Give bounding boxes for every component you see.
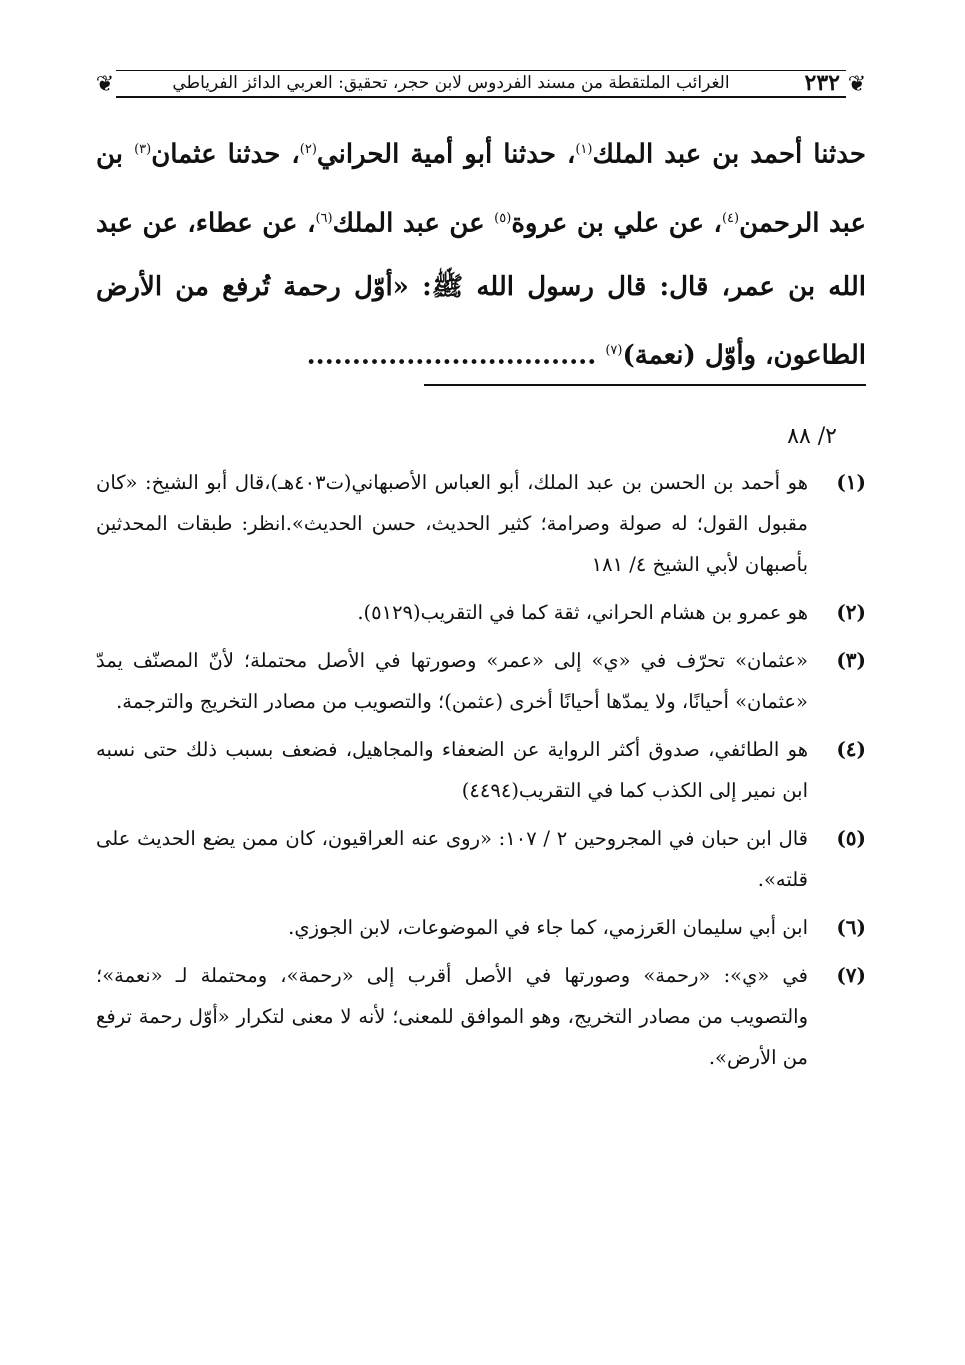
footnote-ref: (٢)	[299, 142, 317, 157]
footnote-ref: (٤)	[721, 210, 740, 226]
footnote-ref: (١)	[575, 142, 593, 157]
footnote-number: (٦)	[836, 915, 866, 939]
footnote-text: هو عمرو بن هشام الحراني، ثقة كما في التقريب(٥١٢٩).	[357, 601, 808, 624]
main-text	[96, 118, 866, 388]
footnote-text: ابن أبي سليمان العَرزمي، كما جاء في الموضوعات، لابن الجوزي.	[288, 916, 808, 939]
footnote-text: «عثمان» تحرّف في «ي» إلى «عمر» وصورتها في الأصل محتملة؛ لأنّ المصنّف يمدّ «عثمان» أحيانًا، ولا يمدّها أحيانًا أخرى (عثمن)؛ والتصويب من مصادر التخريج والترجمة.	[96, 649, 808, 713]
hadith-paragraph	[96, 118, 866, 388]
footnote-number: (٣)	[836, 648, 866, 672]
footnote-item	[96, 729, 866, 811]
ornament-icon: ❦	[95, 71, 115, 97]
footnote-number: (٧)	[836, 963, 866, 987]
footnote-item	[96, 462, 866, 585]
footnote-item	[96, 592, 866, 633]
footnotes	[96, 462, 866, 1085]
page-number: ٢٣٢	[804, 70, 840, 96]
footnote-ref: (٧)	[605, 343, 623, 359]
text-segment: ، حدثنا أبو أمية الحراني	[316, 139, 576, 170]
ornament-icon: ❦	[847, 71, 867, 97]
footnote-text: هو الطائفي، صدوق أكثر الرواية عن الضعفاء والمجاهيل، فضعف بسبب ذلك حتى نسبه ابن نمير إلى الكذب كما في التقريب(٤٤٩٤)	[96, 738, 808, 802]
footnote-ref: (٦)	[315, 210, 333, 226]
footnote-text: في «ي»: «رحمة» وصورتها في الأصل أقرب إلى «رحمة»، ومحتملة لـ «نعمة»؛ والتصويب من مصادر التخريج، وهو الموافق للمعنى؛ لأنه لا معنى لتكرار «أوّل رحمة ترفع من الأرض».	[96, 964, 808, 1069]
text-segment: بن عبد الرحمن	[96, 139, 866, 239]
text-segment: عن عبد الملك	[332, 208, 495, 239]
text-segment: ، عن عطاء، عن عبد الله بن عمر، قال: قال رسول الله ﷺ: «أوّل رحمة تُرفع من الأرض الطاعون، وأوّل (نعمة)	[96, 208, 866, 371]
text-segment: ، حدثنا عثمان	[151, 139, 300, 170]
footnote-number: (٤)	[836, 737, 866, 761]
footnote-item	[96, 907, 866, 948]
footnote-ref: (٥)	[494, 210, 512, 226]
source-reference: ٢/ ٨٨	[787, 424, 837, 449]
footnote-text: قال ابن حبان في المجروحين ٢ / ١٠٧: «روى عنه العراقيون، كان ممن يضع الحديث على قلته».	[96, 827, 809, 891]
text-segment: ، عن علي بن عروة	[511, 208, 722, 239]
footnote-ref: (٣)	[134, 142, 152, 157]
footnote-item	[96, 955, 866, 1078]
footnote-item	[96, 818, 866, 900]
footnote-number: (٢)	[836, 600, 866, 624]
footnote-text: هو أحمد بن الحسن بن عبد الملك، أبو العباس الأصبهاني(ت٤٠٣هـ)،قال أبو الشيخ: «كان مقبول القول؛ له صولة وصرامة؛ كثير الحديث، حسن الحديث».انظر: طبقات المحدثين بأصبهان لأبي الشيخ ٤/ ١٨١	[96, 471, 808, 576]
text-segment: حدثنا أحمد بن عبد الملك	[592, 139, 866, 170]
footnote-divider	[424, 384, 866, 386]
running-title: الغرائب الملتقطة من مسند الفردوس لابن حجر، تحقيق: العربي الدائز الفرياطي	[172, 73, 730, 93]
footnote-number: (١)	[836, 470, 866, 494]
header-rule-bottom	[116, 96, 846, 98]
footnote-number: (٥)	[836, 826, 866, 850]
ellipsis-dots: ................................	[306, 340, 597, 371]
footnote-item	[96, 640, 866, 722]
header-rule-top	[116, 70, 846, 71]
page-header	[96, 64, 866, 104]
